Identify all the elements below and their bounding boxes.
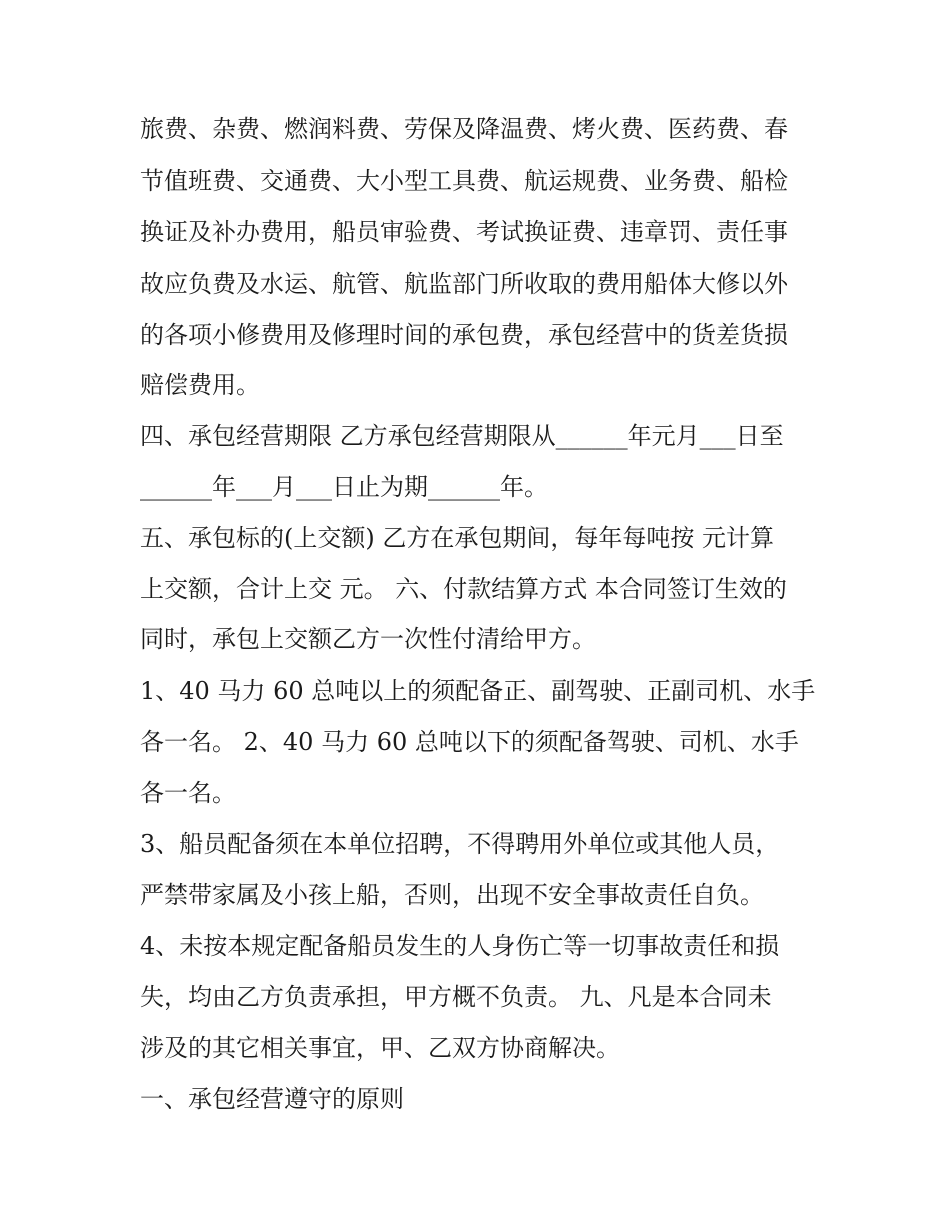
text-line: 五、承包标的(上交额) 乙方在承包期间，每年每吨按 元计算 [140,524,774,552]
text-line: 换证及补办费用，船员审验费、考试换证费、违章罚、责任事 [140,218,788,246]
text-line: 一、承包经营遵守的原则 [140,1085,404,1113]
text-line: 上交额，合计上交 元。 六、付款结算方式 本合同签订生效的 [140,575,787,603]
text-line: 各一名。 [140,779,236,807]
text-line: 3、船员配备须在本单位招聘，不得聘用外单位或其他人员， [140,830,780,858]
text-line: 失，均由乙方负责承担，甲方概不负责。 九、凡是本合同未 [140,983,772,1011]
text-line: 同时，承包上交额乙方一次性付清给甲方。 [140,625,596,653]
text-line: 旅费、杂费、燃润料费、劳保及降温费、烤火费、医药费、春 [140,115,788,143]
text-line: ______年___月___日止为期______年。 [140,473,548,501]
text-line: 涉及的其它相关事宜，甲、乙双方协商解决。 [140,1034,620,1062]
text-line: 四、承包经营期限 乙方承包经营期限从______年元月___日至 [140,422,784,450]
text-line: 节值班费、交通费、大小型工具费、航运规费、业务费、船检 [140,167,788,195]
text-line: 严禁带家属及小孩上船，否则，出现不安全事故责任自负。 [140,881,764,909]
text-line: 赔偿费用。 [140,371,260,399]
text-line: 4、未按本规定配备船员发生的人身伤亡等一切事故责任和损 [140,932,780,960]
text-line: 各一名。 2、40 马力 60 总吨以下的须配备驾驶、司机、水手 [140,728,799,756]
text-line: 1、40 马力 60 总吨以上的须配备正、副驾驶、正副司机、水手 [140,677,816,705]
text-line: 故应负费及水运、航管、航监部门所收取的费用船体大修以外 [140,270,788,298]
text-line: 的各项小修费用及修理时间的承包费，承包经营中的货差货损 [140,321,788,349]
